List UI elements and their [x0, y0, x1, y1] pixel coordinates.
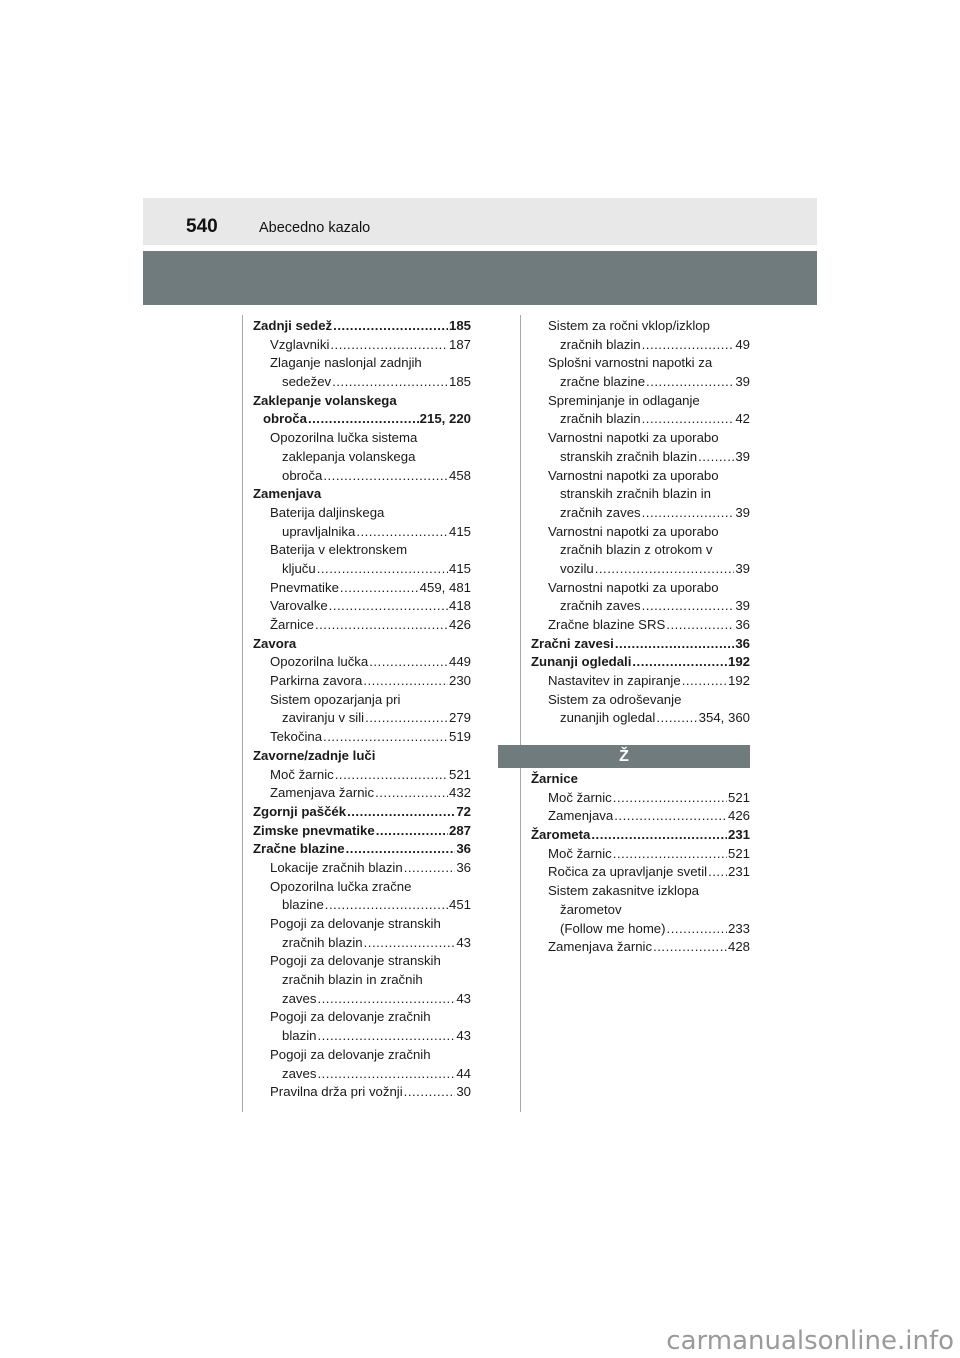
index-entry-term: Zadnji sedež — [253, 318, 333, 333]
index-entry-term: Zlaganje naslonjal zadnjih — [270, 355, 422, 371]
index-entry-term: Žarometa — [531, 827, 591, 843]
index-entry-page: 43 — [456, 990, 471, 1006]
index-entry-page: 36 — [735, 635, 750, 651]
dot-leader — [317, 1027, 455, 1046]
index-entry-term: blazin — [282, 1028, 317, 1044]
index-entry — [253, 915, 471, 934]
index-entry-page: 39 — [735, 448, 750, 464]
index-entry — [253, 336, 471, 355]
index-entry-term: Moč žarnic — [548, 845, 612, 861]
index-entry-term: Baterija daljinskega — [270, 504, 385, 520]
index-entry-page: 36 — [456, 859, 471, 875]
index-entry-term: Splošni varnostni napotki za — [548, 355, 713, 371]
dot-leader — [708, 863, 727, 882]
index-entry-page: 39 — [735, 504, 750, 520]
index-entry-term: zračnih zaves — [560, 504, 641, 520]
index-entry — [253, 1083, 471, 1102]
index-entry — [253, 1065, 471, 1084]
index-entry — [253, 541, 471, 560]
index-entry-term: Opozorilna lučka sistema — [270, 430, 418, 446]
index-entry — [253, 504, 471, 523]
index-entry — [531, 504, 750, 523]
index-entry-term: obroča — [282, 467, 323, 483]
dot-leader — [646, 373, 734, 392]
index-entry-term: Opozorilna lučka zračne — [270, 878, 412, 894]
index-entry-page: 192 — [727, 654, 750, 670]
index-entry-term: Pogoji za delovanje zračnih — [270, 1046, 431, 1062]
index-entry-page: 432 — [448, 785, 471, 801]
index-entry-term: zračne blazine — [560, 374, 646, 390]
index-entry — [531, 317, 750, 336]
index-entry-term: zračnih blazin z otrokom v — [560, 542, 713, 558]
index-entry — [253, 597, 471, 616]
index-entry-term: Moč žarnic — [548, 789, 612, 805]
index-entry-term: Žarnice — [531, 771, 578, 786]
index-entry — [253, 822, 471, 841]
index-entry-term: Varnostni napotki za uporabo — [548, 523, 719, 539]
index-entry — [253, 429, 471, 448]
index-entry — [531, 392, 750, 411]
index-entry — [253, 934, 471, 953]
index-entry — [531, 635, 750, 654]
index-entry — [531, 691, 750, 710]
dot-leader — [595, 560, 735, 579]
dot-leader — [653, 938, 727, 957]
index-entry — [531, 448, 750, 467]
letter-section-header: Ž — [498, 745, 750, 768]
index-entry-term: Zamenjava — [548, 808, 614, 824]
index-entry-page: 521 — [727, 789, 750, 805]
index-entry-page: 415 — [448, 523, 471, 539]
index-entry-term: Zamenjava žarnic — [270, 785, 375, 801]
index-entry-page: 426 — [727, 808, 750, 824]
index-entry-term: Varnostni napotki za uporabo — [548, 467, 719, 483]
decorative-gray-band — [143, 251, 817, 305]
index-entry-term: Pravilna drža pri vožnji — [270, 1084, 403, 1100]
index-entry-term: žarometov — [560, 901, 622, 917]
index-entry-term: blazine — [282, 897, 324, 913]
index-entry-term: Zaklepanje volanskega — [253, 392, 397, 408]
index-entry-term: upravljalnika — [282, 523, 356, 539]
index-entry-term: Zimske pnevmatike — [253, 822, 375, 838]
index-entry-page: 459, 481 — [419, 579, 471, 595]
index-entry — [253, 840, 471, 859]
dot-leader — [376, 822, 448, 841]
header-band — [143, 198, 817, 245]
index-entry-page: 231 — [727, 827, 750, 843]
index-entry-page: 187 — [448, 336, 471, 352]
index-entry-term: Zavora — [253, 635, 297, 651]
index-entry-page: 43 — [456, 1028, 471, 1044]
index-column-right — [531, 317, 750, 728]
dot-leader — [308, 410, 419, 429]
index-entry-page: 519 — [448, 729, 471, 745]
index-entry — [253, 1046, 471, 1065]
dot-leader — [329, 597, 448, 616]
index-entry — [531, 709, 750, 728]
watermark: carmanualsonline.info — [666, 1326, 954, 1356]
dot-leader — [642, 410, 735, 429]
index-entry-page: 354, 360 — [698, 710, 750, 726]
index-entry-term: zračnih blazin — [282, 934, 363, 950]
index-entry-page: 287 — [448, 822, 471, 838]
index-entry-term: zaklepanja volanskega — [282, 448, 416, 464]
index-entry-page: 72 — [456, 803, 471, 819]
index-entry-page: 215, 220 — [419, 411, 471, 427]
index-entry-term: Parkirna zavora — [270, 673, 363, 689]
dot-leader — [323, 467, 448, 486]
index-entry — [253, 373, 471, 392]
dot-leader — [332, 373, 448, 392]
index-entry-term: Pogoji za delovanje zračnih — [270, 1009, 431, 1025]
index-entry-page: 36 — [456, 841, 471, 857]
dot-leader — [317, 990, 455, 1009]
index-entry — [253, 317, 471, 336]
dot-leader — [364, 934, 456, 953]
dot-leader — [315, 616, 448, 635]
index-entry — [531, 354, 750, 373]
index-entry — [253, 467, 471, 486]
index-entry — [531, 467, 750, 486]
index-entry-term: Sistem opozarjanja pri — [270, 691, 401, 707]
index-entry — [253, 672, 471, 691]
index-entry-term: Spreminjanje in odlaganje — [548, 392, 700, 408]
dot-leader — [613, 789, 727, 808]
dot-leader — [698, 448, 734, 467]
dot-leader — [335, 766, 448, 785]
index-entry-term: ključu — [282, 560, 316, 576]
index-entry — [531, 429, 750, 448]
index-entry-page: 30 — [456, 1084, 471, 1100]
index-entry — [253, 952, 471, 971]
index-entry-term: zaves — [282, 990, 317, 1006]
index-entry-page: 449 — [448, 654, 471, 670]
dot-leader — [375, 784, 448, 803]
dot-leader — [642, 336, 735, 355]
index-entry-page: 279 — [448, 710, 471, 726]
index-entry-term: Sistem zakasnitve izklopa — [548, 883, 699, 899]
index-entry-term: Zračni zavesi — [531, 635, 614, 651]
index-entry-term: obroča — [263, 411, 307, 427]
index-entry — [531, 597, 750, 616]
index-entry-page: 39 — [735, 374, 750, 390]
index-entry — [531, 863, 750, 882]
index-entry-page: 230 — [448, 673, 471, 689]
index-entry-term: Zunanji ogledali — [531, 654, 632, 670]
index-entry-page: 185 — [448, 374, 471, 390]
index-entry — [253, 803, 471, 822]
index-entry — [531, 579, 750, 598]
index-entry-term: (Follow me home) — [560, 920, 666, 936]
dot-leader — [340, 579, 419, 598]
index-entry — [253, 579, 471, 598]
dot-leader — [666, 616, 734, 635]
index-entry — [253, 990, 471, 1009]
index-entry — [253, 560, 471, 579]
index-entry-term: zračnih blazin — [560, 336, 641, 352]
index-entry-term: Ročica za upravljanje svetil — [548, 864, 708, 880]
dot-leader — [614, 807, 727, 826]
index-entry-term: Pogoji za delovanje stranskih — [270, 953, 441, 969]
dot-leader — [613, 845, 727, 864]
index-entry-term: zaves — [282, 1065, 317, 1081]
index-entry — [531, 807, 750, 826]
index-entry — [253, 653, 471, 672]
index-entry — [253, 878, 471, 897]
section-title: Abecedno kazalo — [259, 220, 371, 236]
index-entry — [531, 826, 750, 845]
index-entry — [531, 845, 750, 864]
index-entry — [253, 616, 471, 635]
index-entry — [531, 541, 750, 560]
index-entry — [253, 523, 471, 542]
index-entry — [253, 747, 471, 766]
index-entry-page: 415 — [448, 560, 471, 576]
dot-leader — [632, 653, 727, 672]
index-entry-page: 192 — [727, 673, 750, 689]
dot-leader — [356, 523, 448, 542]
index-entry — [531, 653, 750, 672]
dot-leader — [363, 672, 448, 691]
index-entry-term: Tekočina — [270, 729, 323, 745]
index-entry — [531, 373, 750, 392]
dot-leader — [642, 597, 735, 616]
dot-leader — [330, 336, 448, 355]
index-entry — [253, 766, 471, 785]
index-entry-term: Pnevmatike — [270, 579, 339, 595]
index-entry — [531, 770, 750, 789]
column-divider-middle — [520, 315, 521, 1112]
index-entry — [253, 410, 471, 429]
dot-leader — [404, 1083, 456, 1102]
index-entry — [531, 560, 750, 579]
index-entry — [531, 901, 750, 920]
index-entry-term: Zračne blazine — [253, 841, 345, 857]
index-entry-term: Zavorne/zadnje luči — [253, 747, 376, 763]
index-entry — [253, 448, 471, 467]
index-entry-page: 185 — [448, 318, 471, 333]
index-entry-term: Zamenjava — [253, 486, 322, 502]
index-entry-page: 39 — [735, 560, 750, 576]
index-entry-term: Varovalke — [270, 598, 328, 614]
index-entry-term: Žarnice — [270, 617, 314, 632]
index-entry — [253, 635, 471, 654]
index-entry-term: Lokacije zračnih blazin — [270, 859, 403, 875]
index-entry-page: 231 — [727, 864, 750, 880]
index-entry-term: Zgornji paščék — [253, 803, 347, 819]
index-entry-term: Vzglavniki — [270, 336, 330, 352]
index-entry-term: Sistem za odroševanje — [548, 691, 682, 707]
index-entry-page: 36 — [735, 617, 750, 632]
index-entry — [531, 882, 750, 901]
index-entry — [253, 728, 471, 747]
index-entry — [253, 691, 471, 710]
dot-leader — [317, 1065, 455, 1084]
index-entry — [531, 485, 750, 504]
index-entry-page: 49 — [735, 336, 750, 352]
index-entry — [531, 938, 750, 957]
index-entry-term: Zamenjava žarnic — [548, 939, 653, 955]
index-entry-term: Nastavitev in zapiranje — [548, 673, 681, 689]
dot-leader — [346, 840, 456, 859]
index-entry-page: 42 — [735, 411, 750, 427]
dot-leader — [682, 672, 727, 691]
dot-leader — [667, 920, 727, 939]
index-entry-page: 44 — [456, 1065, 471, 1081]
index-entry-term: zračnih blazin — [560, 411, 641, 427]
index-entry-term: zaviranju v sili — [282, 710, 365, 726]
index-entry-term: zračnih blazin in zračnih — [282, 972, 423, 988]
index-entry-term: Varnostni napotki za uporabo — [548, 430, 719, 446]
index-entry-page: 39 — [735, 598, 750, 614]
index-entry-term: Zračne blazine SRS — [548, 617, 666, 632]
dot-leader — [656, 709, 697, 728]
index-entry — [531, 672, 750, 691]
page-number: 540 — [186, 216, 218, 237]
index-entry — [253, 354, 471, 373]
dot-leader — [365, 709, 448, 728]
dot-leader — [347, 803, 455, 822]
index-entry — [531, 336, 750, 355]
index-entry-page: 458 — [448, 467, 471, 483]
index-entry-term: stranskih zračnih blazin — [560, 448, 698, 464]
index-entry — [531, 920, 750, 939]
index-entry-page: 426 — [448, 617, 471, 632]
dot-leader — [325, 896, 448, 915]
index-entry — [253, 859, 471, 878]
index-entry-term: Varnostni napotki za uporabo — [548, 579, 719, 595]
index-entry — [253, 784, 471, 803]
index-entry — [531, 616, 750, 635]
index-entry-term: vozilu — [560, 560, 594, 576]
index-entry — [253, 971, 471, 990]
index-entry-term: Baterija v elektronskem — [270, 542, 408, 558]
index-entry-page: 451 — [448, 897, 471, 913]
index-entry — [253, 485, 471, 504]
index-entry — [253, 896, 471, 915]
index-entry — [253, 709, 471, 728]
dot-leader — [615, 635, 734, 654]
index-entry — [531, 410, 750, 429]
index-entry — [253, 1008, 471, 1027]
index-entry-term: Moč žarnic — [270, 766, 334, 782]
index-entry-page: 428 — [727, 939, 750, 955]
index-entry — [531, 523, 750, 542]
index-entry — [253, 392, 471, 411]
index-entry-page: 521 — [727, 845, 750, 861]
index-entry-term: Pogoji za delovanje stranskih — [270, 916, 441, 931]
index-entry-page: 233 — [727, 920, 750, 936]
index-column-left — [253, 317, 471, 1102]
dot-leader — [323, 728, 448, 747]
index-entry-page: 521 — [448, 766, 471, 782]
column-divider-left — [242, 315, 243, 1112]
index-entry-term: zračnih zaves — [560, 598, 641, 614]
dot-leader — [369, 653, 448, 672]
index-entry-term: Opozorilna lučka — [270, 654, 369, 670]
index-entry-term: zunanjih ogledal — [560, 710, 656, 726]
index-entry-page: 418 — [448, 598, 471, 614]
dot-leader — [317, 560, 448, 579]
index-column-right-z-section — [531, 770, 750, 957]
dot-leader — [333, 317, 448, 336]
index-entry-term: sedežev — [282, 374, 332, 390]
index-entry — [531, 789, 750, 808]
index-entry-term: Sistem za ročni vklop/izklop — [548, 318, 710, 333]
index-entry-page: 43 — [456, 934, 471, 950]
index-entry-term: stranskih zračnih blazin in — [560, 486, 711, 502]
dot-leader — [591, 826, 727, 845]
index-entry — [253, 1027, 471, 1046]
dot-leader — [642, 504, 735, 523]
dot-leader — [404, 859, 456, 878]
